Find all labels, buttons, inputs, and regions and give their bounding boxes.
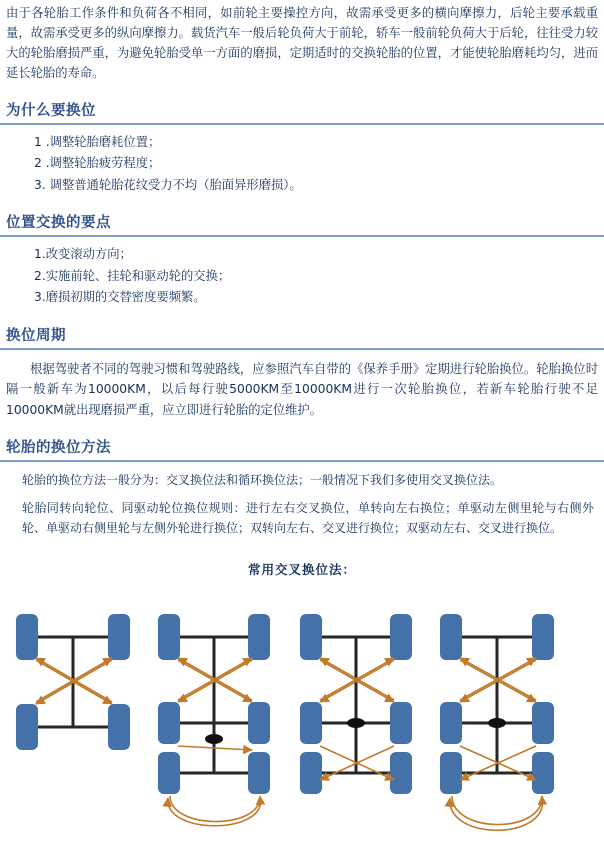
list-item: 1.改变滚动方向；: [34, 247, 132, 262]
diagram-1: [16, 614, 130, 750]
list-item: 3.磨损初期的交替密度要频繁。: [34, 290, 206, 305]
figure-caption: 常用交叉换位法：: [247, 562, 356, 578]
section-heading-rotation-methods: 轮胎的换位方法: [0, 434, 604, 462]
list-item: 3. 调整普通轮胎花纹受力不均（胎面异形磨损）。: [34, 177, 302, 192]
rotation-cycle-paragraph: 根据驾驶者不同的驾驶习惯和驾驶路线，应参照汽车自带的《保养手册》定期进行轮胎换位。轮胎换位时隔一般新车为10000KM，以后每行驶5000KM至10000KM进行一次轮胎换位，若新车轮胎行驶不足10000KM就出现磨损严重，应立即进行轮胎的定位维护。: [6, 361, 598, 418]
list-item: 2.实施前轮、挂轮和驱动轮的交换；: [34, 268, 231, 283]
list-item: 1 .调整轮胎磨耗位置；: [34, 134, 161, 149]
diagram-2: [158, 614, 270, 826]
section-heading-key-points: 位置交换的要点: [0, 209, 604, 237]
diagram-4: [440, 614, 554, 830]
list-item: 2 .调整轮胎疲劳程度；: [34, 156, 161, 171]
why-rotate-list: [0, 132, 604, 197]
diagram-3: [300, 614, 412, 794]
rotation-methods-paragraph-2: 轮胎同转向轮位、同驱动轮位换位规则：进行左右交叉换位，单转向左右换位；单驱动左侧里轮与右侧外轮、单驱动右侧里轮与左侧外轮进行换位；双转向左右、交叉进行换位；双驱动左右、交叉进行换位。: [22, 500, 594, 535]
section-heading-why-rotate: 为什么要换位: [0, 97, 604, 125]
rotation-methods-paragraph-1: 轮胎的换位方法一般分为：交叉换位法和循环换位法；一般情况下我们多使用交叉换位法。: [22, 472, 503, 487]
section-heading-rotation-cycle: 换位周期: [0, 322, 604, 350]
intro-paragraph: 由于各轮胎工作条件和负荷各不相同，如前轮主要操控方向，故需承受更多的横向摩擦力，后轮主要承载重量，故需承受更多的纵向摩擦力。载货汽车一般后轮负荷大于前轮，轿车一般前轮负荷大于后轮，往往受力较大的轮胎磨损严重，为避免轮胎受单一方面的磨损，定期适时的交换轮胎的位置，才能使轮胎磨耗均匀，进而延长轮胎的寿命。: [6, 6, 598, 80]
tire-rotation-diagrams: [0, 584, 604, 854]
key-points-list: [0, 244, 604, 309]
